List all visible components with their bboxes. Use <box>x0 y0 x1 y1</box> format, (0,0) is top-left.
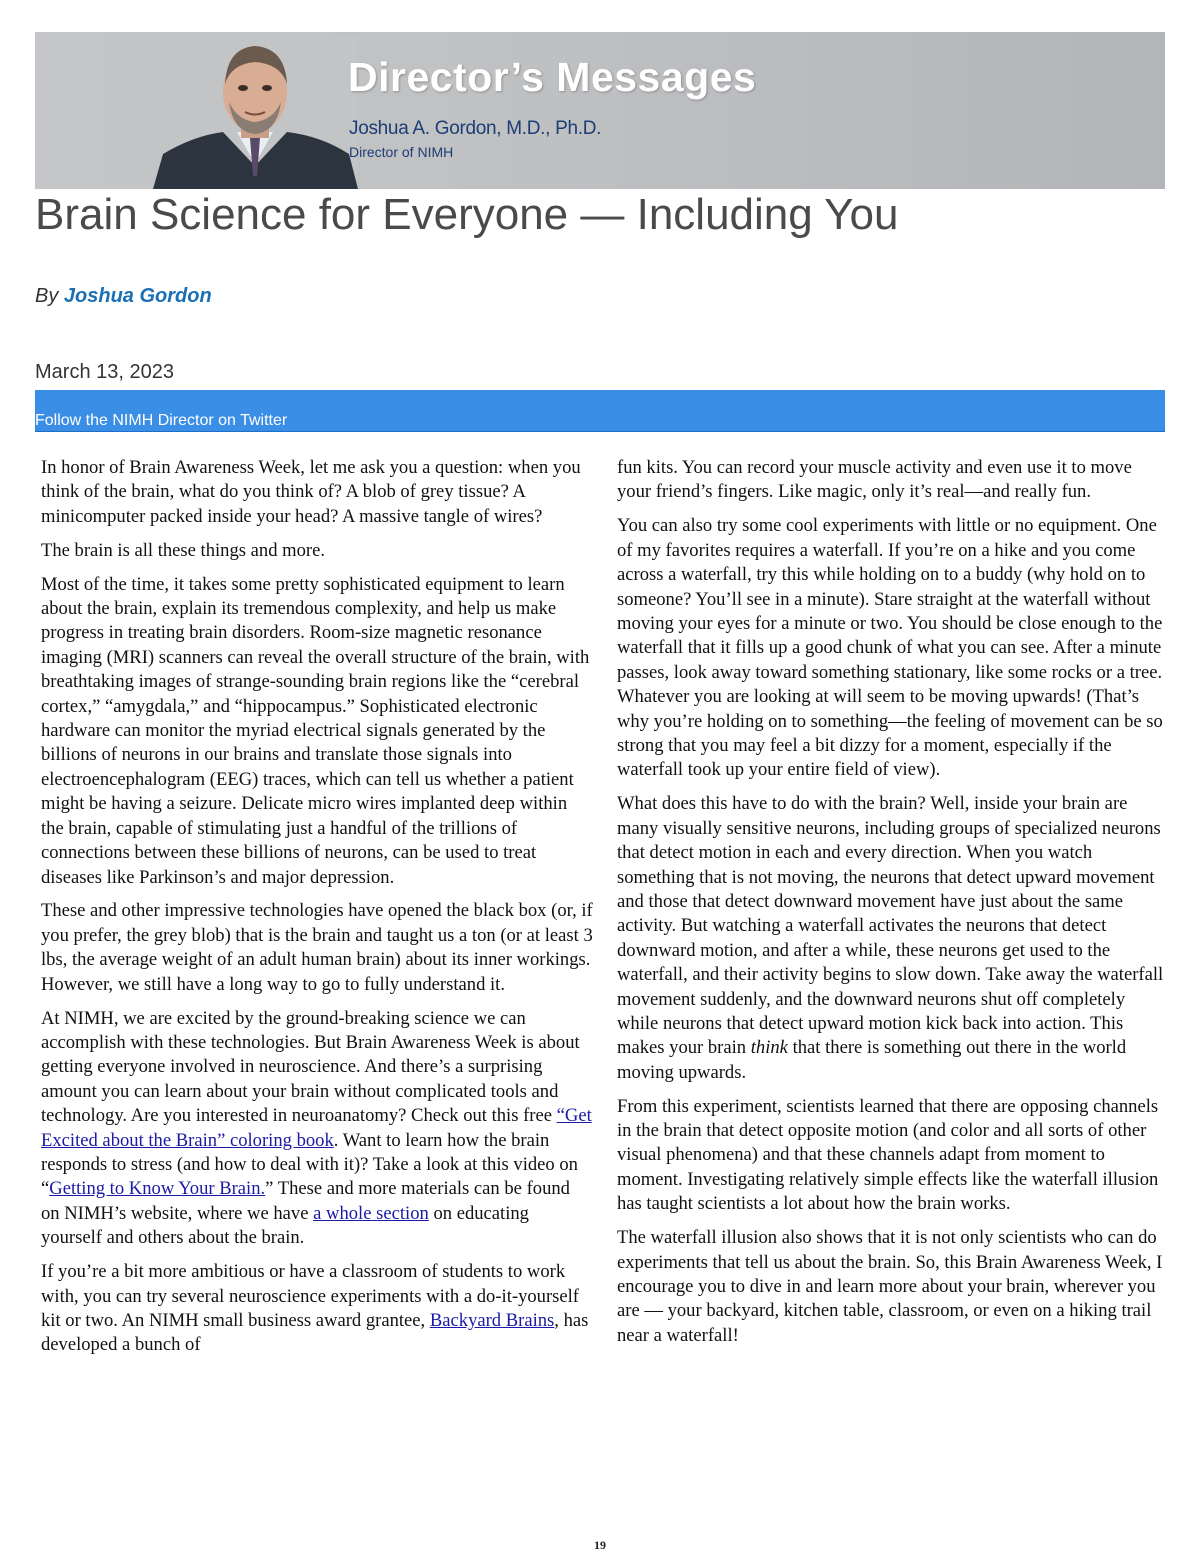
page-number: 19 <box>594 1538 606 1552</box>
text-run: If you’re a bit more ambitious or have a classroom of students to work with, you can try several neuroscience experiments with a do-it-yourself kit or two. An NIMH small business award grantee, <box>41 1261 580 1331</box>
right-column <box>617 456 1169 1358</box>
text-run: , has developed a bunch of <box>41 1309 589 1356</box>
paragraph: fun kits. You can record your muscle activity and even use it to move your friend’s fingers. Like magic, only it’s real—and really fun. <box>617 457 1132 503</box>
paragraph: In honor of Brain Awareness Week, let me ask you a question: when you think of the brain, what do you think of? A blob of grey tissue? A minicomputer packed inside your head? A massive tangle of wires? <box>41 457 581 527</box>
byline <box>35 285 212 308</box>
article-headline: Brain Science for Everyone — Including You <box>35 190 899 239</box>
backyard-brains-link[interactable]: Backyard Brains <box>429 1309 555 1331</box>
text-run: on educating yourself and others about the brain. <box>41 1202 529 1249</box>
text-run: ” These and more materials can be found on NIMH’s website, where we have <box>41 1178 570 1224</box>
text-run: that there is something out there in the world moving upwards. <box>617 1037 1127 1083</box>
director-name: Joshua A. Gordon, M.D., Ph.D. <box>349 118 602 139</box>
emphasis-think: think <box>750 1037 788 1059</box>
byline-prefix: By <box>35 285 59 307</box>
twitter-follow-link[interactable]: Follow the NIMH Director on Twitter <box>35 412 288 429</box>
text-run: At NIMH, we are excited by the ground-breaking science we can accomplish with these technologies. But Brain Awareness Week is about getting everyone involved in neuroscience. And there’s a surprising amount you can learn about your brain without complicated tools and technology. Are you interested in neuroanatomy? Check out this free <box>41 1007 580 1127</box>
whole-section-link[interactable]: a whole section <box>313 1202 429 1224</box>
director-role: Director of NIMH <box>349 144 454 160</box>
paragraph <box>41 1007 593 1251</box>
paragraph <box>617 792 1169 1085</box>
paragraph: The waterfall illusion also shows that it is not only scientists who can do experiments that tell us about the brain. So, this Brain Awareness Week, I encourage you to dive in and learn more about your brain, wherever you are — your backyard, kitchen table, classroom, or even on a hiking trail near a waterfall! <box>617 1227 1163 1346</box>
banner-title: Director’s Messages <box>348 54 757 100</box>
publish-date: March 13, 2023 <box>35 361 174 383</box>
coloring-book-link[interactable]: “Get Excited about the Brain” coloring book <box>41 1105 592 1151</box>
paragraph: From this experiment, scientists learned that there are opposing channels in the brain that detect opposite motion (and color and all sorts of other visual phenomena) and that these channels adapt from moment to moment. Investigating relatively simple effects like the waterfall illusion has taught scientists a lot about how the brain works. <box>617 1095 1159 1215</box>
directors-messages-banner <box>35 32 1165 189</box>
twitter-bar <box>35 390 1165 432</box>
text-run: What does this have to do with the brain? Well, inside your brain are many visually sensitive neurons, including groups of specialized neurons that detect motion in each and every direction. When you watch something that is not moving, the neurons that detect upward movement and those that detect downward movement have just about the same activity. But watching a waterfall activates the neurons that detect downward motion, and after a while, these neurons get used to the waterfall, and their activity begins to slow down. Take away the waterfall movement suddenly, and the downward neurons shut off completely while neurons that detect upward motion kick back into action. This makes your brain <box>617 793 1164 1059</box>
director-portrait <box>153 36 358 189</box>
paragraph <box>41 1260 593 1358</box>
paragraph: The brain is all these things and more. <box>41 539 325 561</box>
paragraph: These and other impressive technologies have opened the black box (or, if you prefer, the grey blob) that is the brain and taught us a ton (or at least 3 lbs, the average weight of an adult human brain) about its inner workings. However, we still have a long way to go to fully understand it. <box>41 900 593 995</box>
paragraph: Most of the time, it takes some pretty sophisticated equipment to learn about the brain, explain its tremendous complexity, and help us make progress in treating brain disorders. Room-size magnetic resonance imaging (MRI) scanners can reveal the overall structure of the brain, with breathtaking images of strange-sounding brain regions like the “cerebral cortex,” “amygdala,” and “hippocampus.” Sophisticated electronic hardware can monitor the myriad electrical signals generated by the billions of neurons in our brains and translate those signals into electroencephalogram (EEG) traces, which can tell us whether a patient might be having a seizure. Delicate micro wires implanted deep within the brain, capable of stimulating just a handful of the trillions of connections between these billions of neurons, can be used to treat diseases like Parkinson’s and major depression. <box>41 573 590 888</box>
left-column <box>41 456 593 1367</box>
getting-to-know-your-brain-link[interactable]: Getting to Know Your Brain. <box>49 1178 266 1200</box>
paragraph: You can also try some cool experiments with little or no equipment. One of my favorites requires a waterfall. If you’re on a hike and you come across a waterfall, try this while holding on to a buddy (why hold on to someone? You’ll see in a minute). Stare straight at the waterfall without moving your eyes for a minute or two. You should be close enough to the waterfall that it fills up a good chunk of what you can see. After a minute passes, look away toward something stationary, like some rocks or a tree. Whatever you are looking at will seem to be moving upwards! (That’s why you’re holding on to something—the feeling of movement can be so strong that you may feel a bit dizzy for a moment, especially if the waterfall took up your entire field of view). <box>617 515 1163 781</box>
author-name: Joshua Gordon <box>63 285 212 307</box>
text-run: . Want to learn how the brain responds to stress (and how to deal with it)? Take a look at this video on “ <box>41 1129 578 1200</box>
